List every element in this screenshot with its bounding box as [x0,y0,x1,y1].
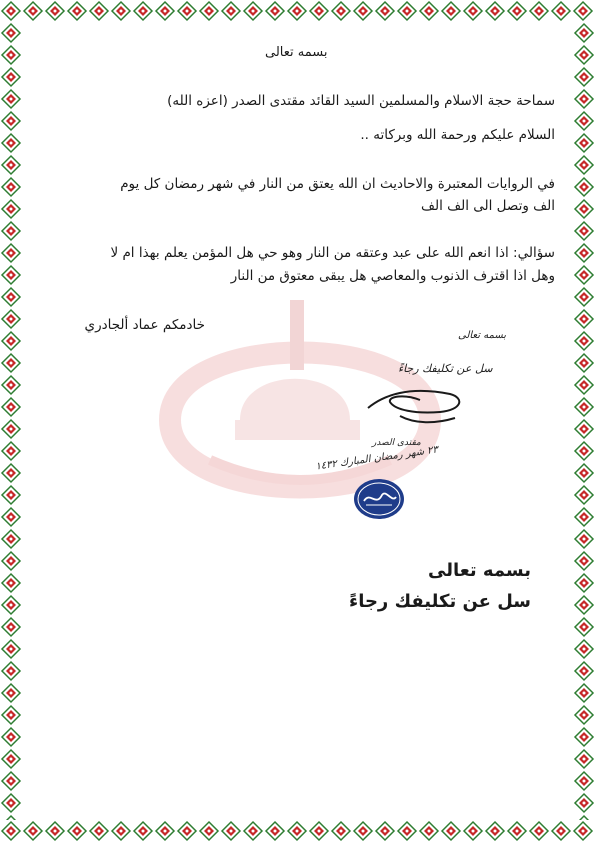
letter-question-line: سؤالي: اذا انعم الله على عبد وعتقه من النار وهو حي هل المؤمن يعلم بهذا ام لا [110,245,555,261]
handwritten-date: ٢٣ شهر رمضان المبارك ١٤٣٢ [314,444,439,473]
handwritten-name: مقتدى الصدر [372,438,421,448]
letter-signoff: خادمكم عماد ألجادري [84,317,205,333]
letter-heading: بسمه تعالى [265,45,328,60]
ornamental-border-left [0,22,22,820]
letter-question-line: وهل اذا اقترف الذنوب والمعاصي هل يبقى معتوق من النار [230,268,555,284]
handwritten-reply: سل عن تكليفك رجاءً [398,362,493,375]
reply-text: سل عن تكليفك رجاءً [349,591,531,612]
ornamental-border-bottom [0,820,595,842]
letter-body-line: الف وتصل الى الف الف [420,198,555,214]
letter-greeting: السلام عليكم ورحمة الله وبركاته .. [360,127,555,143]
handwritten-signature [360,380,470,430]
official-seal [352,477,406,521]
reply-heading: بسمه تعالى [428,560,531,581]
ornamental-border-top [0,0,595,22]
handwritten-heading: بسمه تعالى [458,330,507,341]
letter-body-line: في الروايات المعتبرة والاحاديث ان الله يعتق من النار في شهر رمضان كل يوم [120,176,555,192]
ornamental-border-right [573,22,595,820]
letter-salutation: سماحة حجة الاسلام والمسلمين السيد القائد مقتدى الصدر (اعزه الله) [167,93,555,109]
